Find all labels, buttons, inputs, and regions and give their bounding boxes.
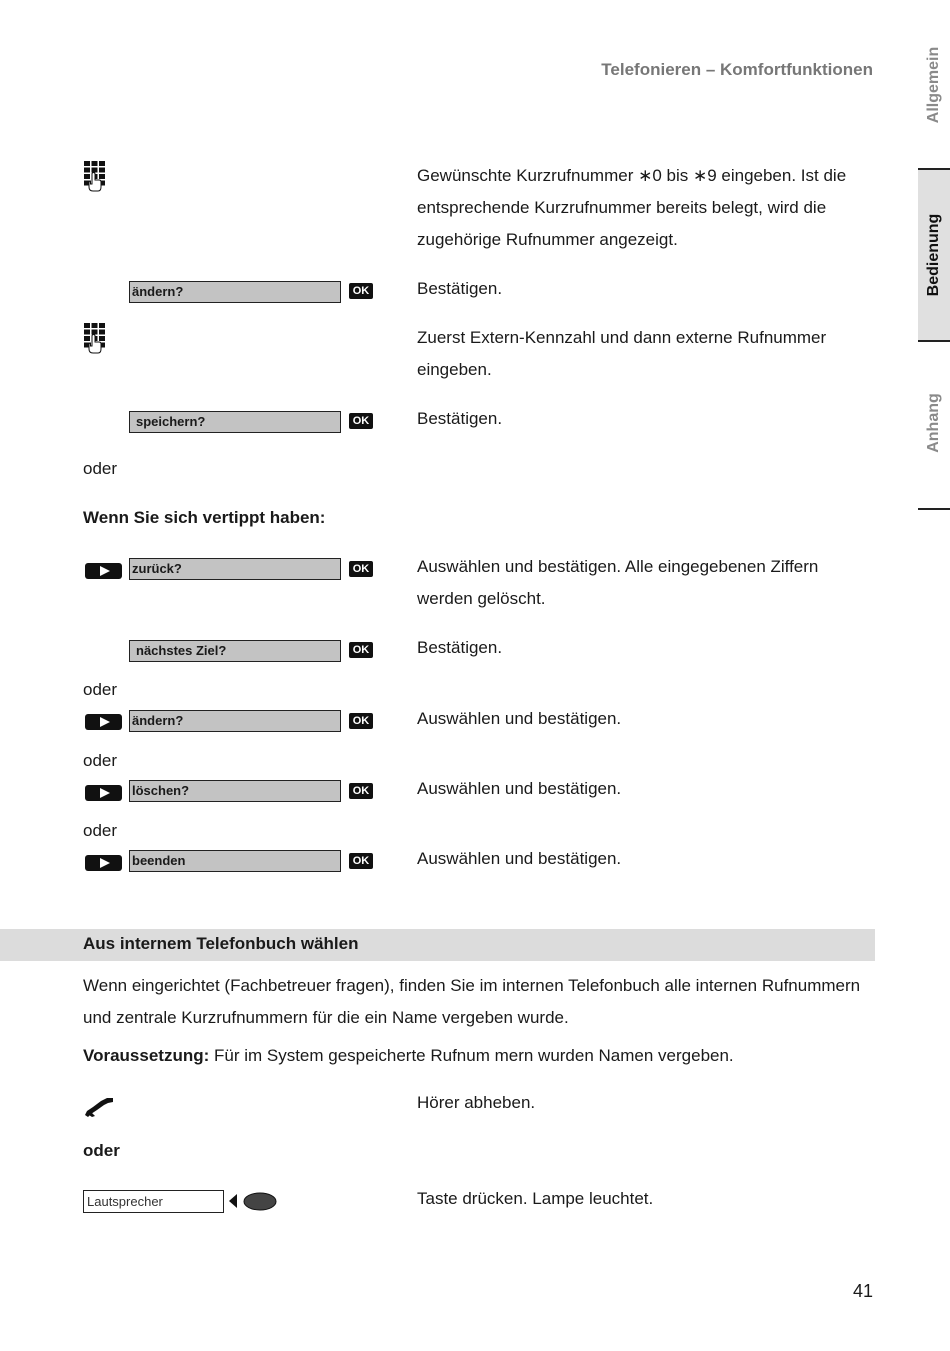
display-beenden: beenden — [129, 850, 341, 872]
handset-icon — [83, 1094, 115, 1118]
oder-label: oder — [83, 1141, 120, 1160]
oder-label: oder — [83, 680, 118, 699]
oder-label: oder — [83, 821, 118, 840]
step-text: Auswählen und bestätigen. — [417, 849, 622, 868]
side-tab-allgemein[interactable] — [918, 30, 950, 140]
side-tab-anhang[interactable] — [918, 338, 950, 510]
step-text: Bestätigen. — [417, 279, 503, 298]
section-title: Aus internem Telefonbuch wählen — [83, 934, 359, 953]
step-text: Taste drücken. Lampe leuchtet. — [417, 1189, 654, 1208]
ok-key[interactable]: OK — [349, 283, 373, 299]
ok-key[interactable]: OK — [349, 561, 373, 577]
step-text: Zuerst Extern-Kennzahl und dann externe Rufnummer eingeben. — [417, 328, 827, 379]
page-header-title: Telefonieren – Komfortfunktionen — [601, 60, 873, 79]
ok-key[interactable]: OK — [349, 783, 373, 799]
display-loschen: löschen? — [129, 780, 341, 802]
arrow-right-key-icon[interactable] — [85, 713, 122, 731]
display-nachstes-ziel: nächstes Ziel? — [129, 640, 341, 662]
section-heading-band — [0, 929, 875, 961]
display-speichern: speichern? — [129, 411, 341, 433]
prerequisite-text: Für im System gespeicherte Rufnum mern wurden Namen vergeben. — [209, 1046, 734, 1065]
ok-key[interactable]: OK — [349, 713, 373, 729]
ok-key[interactable]: OK — [349, 413, 373, 429]
ok-key[interactable]: OK — [349, 853, 373, 869]
prerequisite-label: Voraussetzung: — [83, 1046, 210, 1065]
side-tab-label: Anhang — [925, 393, 942, 453]
side-tab-label: Bedienung — [925, 213, 942, 297]
step-text: Auswählen und bestätigen. — [417, 709, 622, 728]
side-tab-label: Allgemein — [925, 46, 942, 124]
oder-label: oder — [83, 751, 118, 770]
prerequisite — [83, 1040, 875, 1072]
display-andern: ändern? — [129, 281, 341, 303]
display-andern: ändern? — [129, 710, 341, 732]
keypad-icon — [83, 322, 107, 354]
display-zuruck: zurück? — [129, 558, 341, 580]
step-text: Auswählen und bestätigen. Alle eingegebenen Ziffern werden gelöscht. — [417, 557, 819, 608]
step-text: Auswählen und bestätigen. — [417, 779, 622, 798]
step-text: Gewünschte Kurzrufnummer ∗0 bis ∗9 eingeben. Ist die entsprechende Kurzrufnummer bereits belegt, wird die zugehörige Rufnummer angezeigt. — [417, 166, 847, 249]
step-text: Bestätigen. — [417, 409, 503, 428]
speaker-key-icon[interactable] — [243, 1192, 277, 1211]
step-text: Hörer abheben. — [417, 1093, 536, 1112]
led-icon — [228, 1193, 238, 1209]
page-number: 41 — [852, 1281, 873, 1301]
keypad-icon — [83, 160, 107, 192]
arrow-right-key-icon[interactable] — [85, 562, 122, 580]
typo-heading: Wenn Sie sich vertippt haben: — [83, 508, 326, 527]
oder-label: oder — [83, 459, 118, 478]
section-intro: Wenn eingerichtet (Fachbetreuer fragen), finden Sie im internen Telefonbuch alle internen Rufnummern und zentrale Kurzrufnummern für die ein Name vergeben wurde. — [83, 976, 861, 1027]
lautsprecher-label-box: Lautsprecher — [83, 1190, 224, 1213]
side-tab-bedienung[interactable] — [918, 168, 950, 342]
ok-key[interactable]: OK — [349, 642, 373, 658]
step-text: Bestätigen. — [417, 638, 503, 657]
arrow-right-key-icon[interactable] — [85, 784, 122, 802]
arrow-right-key-icon[interactable] — [85, 854, 122, 872]
